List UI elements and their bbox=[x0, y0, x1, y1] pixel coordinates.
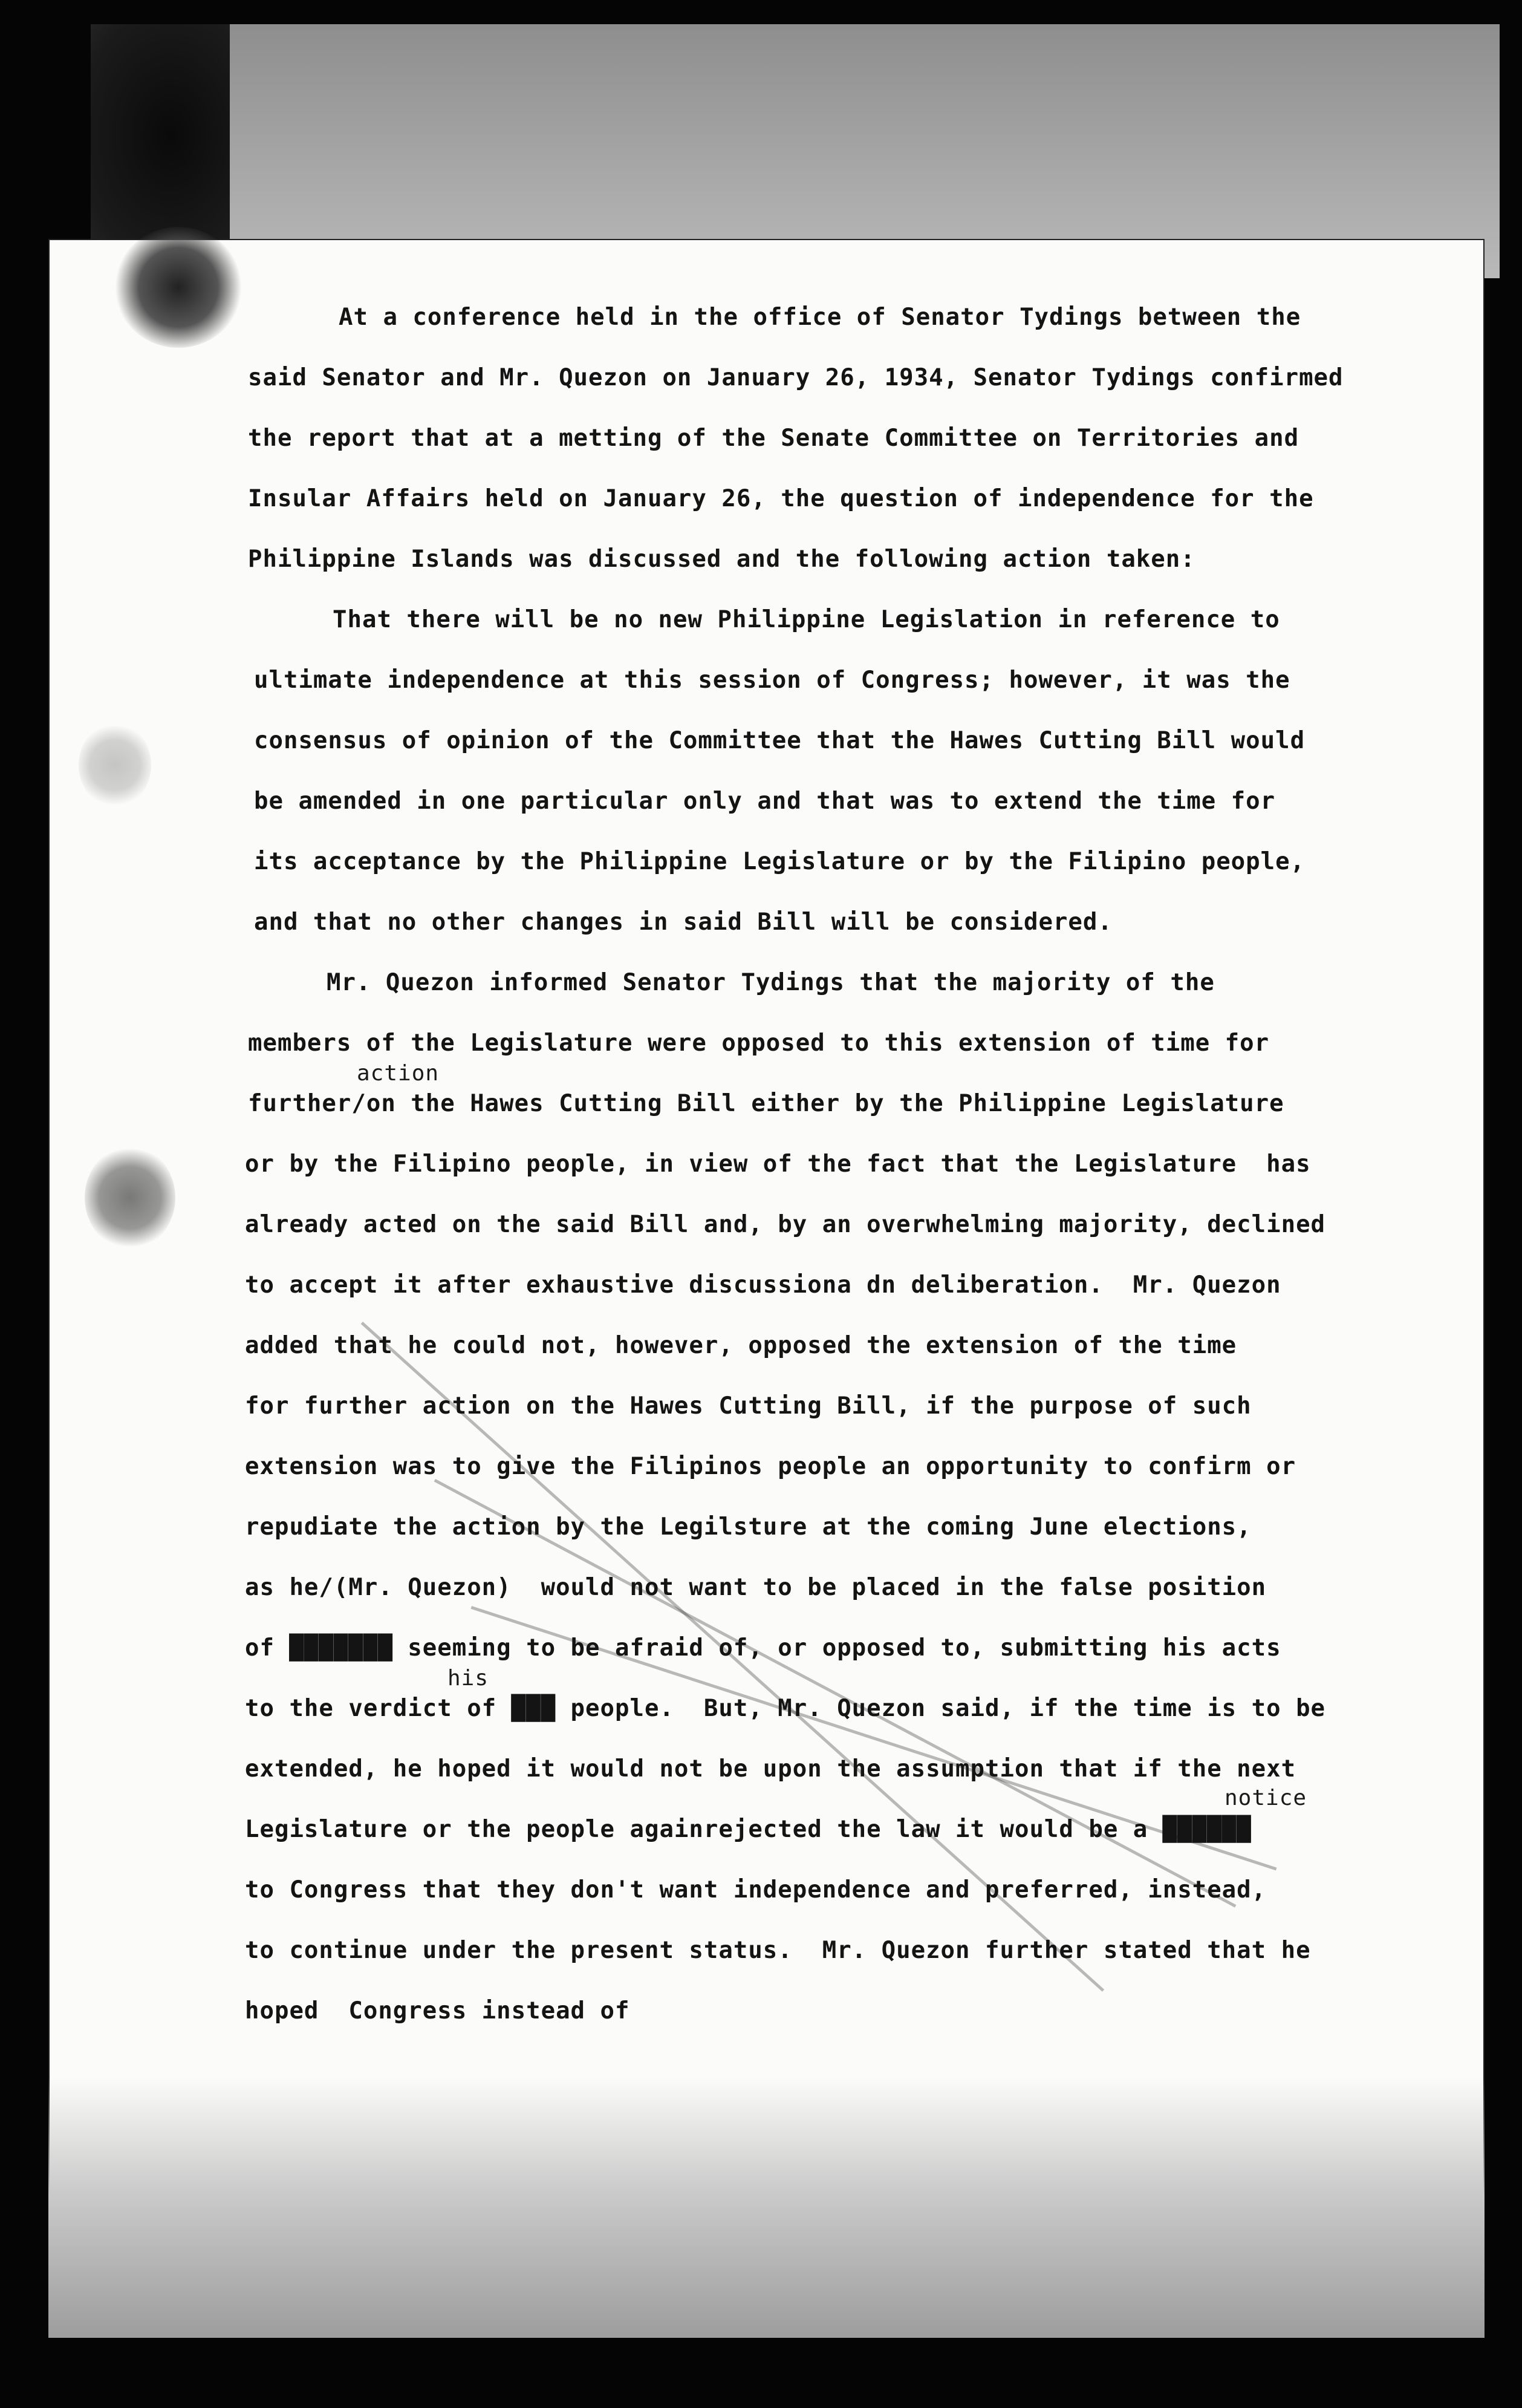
text-line: extension was to give the Filipinos people an opportunity to confirm or bbox=[245, 1453, 1296, 1480]
interlinear-insertion: his bbox=[447, 1666, 489, 1691]
text-line: of ███████ seeming to be afraid of, or opposed to, submitting his acts bbox=[245, 1634, 1281, 1662]
text-line: already acted on the said Bill and, by an overwhelming majority, declined bbox=[245, 1211, 1326, 1238]
text-line: added that he could not, however, opposed the extension of the time bbox=[245, 1332, 1237, 1359]
text-line: or by the Filipino people, in view of the fact that the Legislature has bbox=[245, 1150, 1311, 1178]
text-line: Mr. Quezon informed Senator Tydings that the majority of the bbox=[327, 969, 1215, 996]
text-line: as he/(Mr. Quezon) would not want to be placed in the false position bbox=[245, 1574, 1267, 1601]
text-line: consensus of opinion of the Committee that the Hawes Cutting Bill would bbox=[254, 727, 1306, 754]
text-line: further/on the Hawes Cutting Bill either by the Philippine Legislature bbox=[248, 1090, 1284, 1117]
text-line: repudiate the action by the Legilsture at the coming June elections, bbox=[245, 1513, 1252, 1541]
paper-blemish bbox=[79, 723, 151, 808]
text-line: That there will be no new Philippine Legislation in reference to bbox=[333, 606, 1280, 633]
text-line: be amended in one particular only and that was to extend the time for bbox=[254, 788, 1276, 815]
text-line: to Congress that they don't want independence and preferred, instead, bbox=[245, 1876, 1267, 1904]
ink-stain bbox=[85, 1146, 175, 1249]
text-line: said Senator and Mr. Quezon on January 26, 1934, Senator Tydings confirmed bbox=[248, 364, 1344, 391]
text-line: its acceptance by the Philippine Legislature or by the Filipino people, bbox=[254, 848, 1306, 875]
interlinear-insertion: notice bbox=[1224, 1786, 1307, 1810]
text-line: At a conference held in the office of Senator Tydings between the bbox=[339, 304, 1301, 331]
text-line: to continue under the present status. Mr. Quezon further stated that he bbox=[245, 1937, 1311, 1964]
paper-crease bbox=[434, 1479, 1237, 1908]
interlinear-insertion: action bbox=[357, 1061, 440, 1086]
text-line: the report that at a metting of the Senate Committee on Territories and bbox=[248, 425, 1299, 452]
text-line: Philippine Islands was discussed and the following action taken: bbox=[248, 546, 1195, 573]
text-line: Legislature or the people againrejected the law it would be a ██████ bbox=[245, 1816, 1252, 1843]
text-line: ultimate independence at this session of Congress; however, it was the bbox=[254, 667, 1290, 694]
text-line: extended, he hoped it would not be upon the assumption that if the next bbox=[245, 1755, 1296, 1783]
ink-stain bbox=[115, 227, 242, 348]
text-line: members of the Legislature were opposed to this extension of time for bbox=[248, 1029, 1270, 1057]
text-line: hoped Congress instead of bbox=[245, 1997, 630, 2025]
text-line: to the verdict of ███ people. But, Mr. Quezon said, if the time is to be bbox=[245, 1695, 1326, 1722]
text-line: to accept it after exhaustive discussiona dn deliberation. Mr. Quezon bbox=[245, 1271, 1281, 1299]
paper-worn-edge bbox=[48, 2078, 1485, 2338]
text-line: for further action on the Hawes Cutting Bill, if the purpose of such bbox=[245, 1392, 1252, 1420]
text-line: Insular Affairs held on January 26, the question of independence for the bbox=[248, 485, 1314, 512]
text-line: and that no other changes in said Bill will be considered. bbox=[254, 909, 1113, 936]
